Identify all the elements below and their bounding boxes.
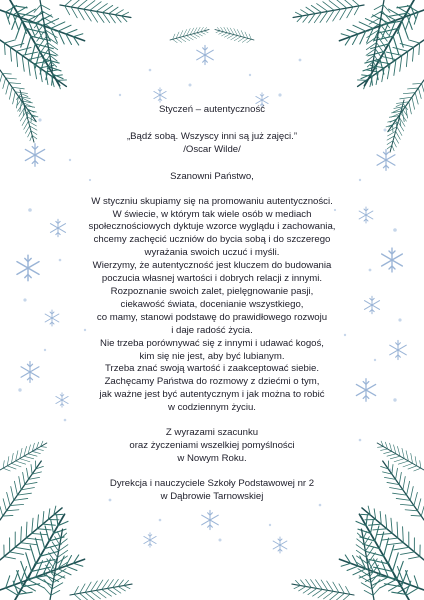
body-line: w codziennym życiu. [168,402,256,414]
spacer [52,415,372,427]
closing-line: oraz życzeniami wszelkiej pomyślności [129,439,295,451]
body-line: Nie trzeba porównywać się z innymi i udawać kogoś, [100,337,324,349]
body-line: Wierzymy, że autentyczność jest kluczem do budowania [92,260,332,272]
body-line: Zachęcamy Państwa do rozmowy z dziećmi o tym, [104,376,320,388]
body-line: chcemy zachęcić uczniów do bycia sobą i do szczerego [93,234,331,246]
greeting: Szanowni Państwo, [170,170,254,182]
closing [52,427,372,466]
quote: „Bądź sobą. Wszyscy inni są już zajęci.” [126,130,298,142]
body-line: W styczniu skupiamy się na promowaniu autentyczności. [91,195,333,207]
body-line: ciekawość świata, docenianie wszystkiego, [120,298,304,310]
letter-title: Styczeń – autentyczność [158,104,266,115]
body-line: kim się nie jest, aby być lubianym. [139,350,285,362]
body-line: co mamy, stanowi podstawę do prawidłowego rozwoju [96,311,328,323]
body-line: jak ważne jest być autentycznym i jak można to robić [99,389,325,401]
body-line: społecznościowych dyktuje wzorce wyglądu i zachowania, [88,221,336,233]
spacer [52,466,372,478]
closing-line: Z wyrazami szacunku [165,427,259,439]
closing-line: w Nowym Roku. [177,452,247,464]
quote-author: /Oscar Wilde/ [183,143,241,155]
letter-body [52,196,372,415]
body-line: i daje radość życia. [171,324,253,336]
letter-content [52,104,372,504]
signature-line: Dyrekcja i nauczyciele Szkoły Podstawowej nr 2 [109,477,315,489]
body-line: wyrażania swoich uczuć i myśli. [144,247,280,259]
body-line: Rozpoznanie swoich zalet, pielęgnowanie pasji, [110,285,314,297]
signature-line: w Dąbrowie Tarnowskiej [160,490,264,502]
pine-branch-icon [168,24,255,46]
body-line: poczucia własnej wartości i dobrych relacji z innymi. [101,273,323,285]
signature [52,478,372,504]
body-line: W świecie, w którym tak wiele osób w mediach [112,208,312,220]
body-line: Trzeba znać swoją wartość i zaakceptować siebie. [105,363,319,375]
